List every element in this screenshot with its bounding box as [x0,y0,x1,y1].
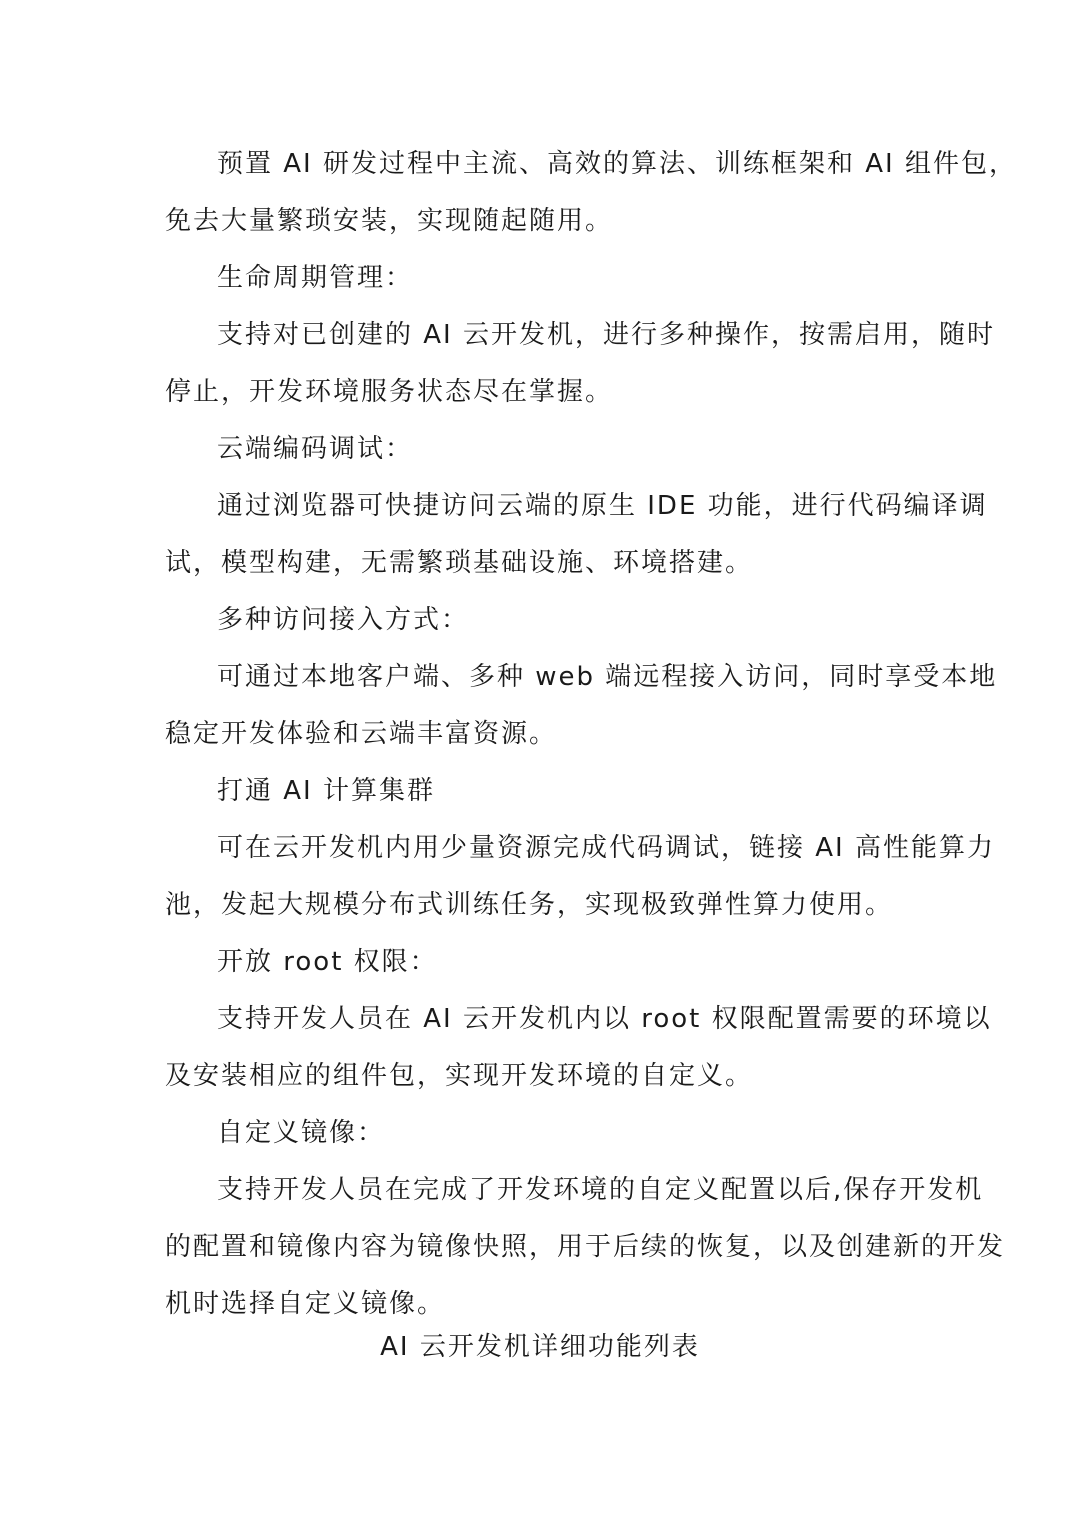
paragraph-lifecycle [165,307,995,421]
text-line: 支持对已创建的 AI 云开发机，进行多种操作，按需启用，随时 [217,320,995,350]
section-heading: 打通 AI 计算集群 [217,776,435,806]
text-line: 通过浏览器可快捷访问云端的原生 IDE 功能，进行代码编译调 [217,491,988,521]
paragraph-preset-algos [165,136,1017,250]
paragraph-root [165,991,992,1105]
text-line: 的配置和镜像内容为镜像快照，用于后续的恢复，以及创建新的开发 [165,1232,1006,1262]
text-line: 预置 AI 研发过程中主流、高效的算法、训练框架和 AI 组件包， [217,149,1017,179]
heading-cluster [165,763,917,820]
heading-access [165,592,917,649]
section-heading: 多种访问接入方式： [217,605,470,635]
table-caption: AI 云开发机详细功能列表 [380,1332,700,1362]
text-line: 机时选择自定义镜像。 [165,1289,446,1319]
paragraph-cluster [165,820,995,934]
text-line: 免去大量繁琐安装，实现随起随用。 [165,206,614,236]
text-line: 可通过本地客户端、多种 web 端远程接入访问，同时享受本地 [217,662,998,692]
text-line: 及安装相应的组件包，实现开发环境的自定义。 [165,1061,754,1091]
heading-root [165,934,917,991]
text-line: 池，发起大规模分布式训练任务，实现极致弹性算力使用。 [165,890,894,920]
paragraph-image [165,1162,1006,1333]
heading-lifecycle [165,250,917,307]
text-line: 停止，开发环境服务状态尽在掌握。 [165,377,614,407]
heading-cloud-debug [165,421,917,478]
section-heading: 生命周期管理： [217,263,414,293]
paragraph-cloud-debug [165,478,988,592]
text-line: 支持开发人员在 AI 云开发机内以 root 权限配置需要的环境以 [217,1004,992,1034]
section-heading: 自定义镜像： [217,1118,386,1148]
text-line: 试，模型构建，无需繁琐基础设施、环境搭建。 [165,548,754,578]
heading-image [165,1105,917,1162]
section-heading: 开放 root 权限： [217,947,438,977]
section-heading: 云端编码调试： [217,434,414,464]
document-body [165,136,1017,1333]
text-line: 可在云开发机内用少量资源完成代码调试，链接 AI 高性能算力 [217,833,995,863]
text-line: 支持开发人员在完成了开发环境的自定义配置以后,保存开发机 [217,1175,984,1205]
paragraph-access [165,649,998,763]
text-line: 稳定开发体验和云端丰富资源。 [165,719,558,749]
